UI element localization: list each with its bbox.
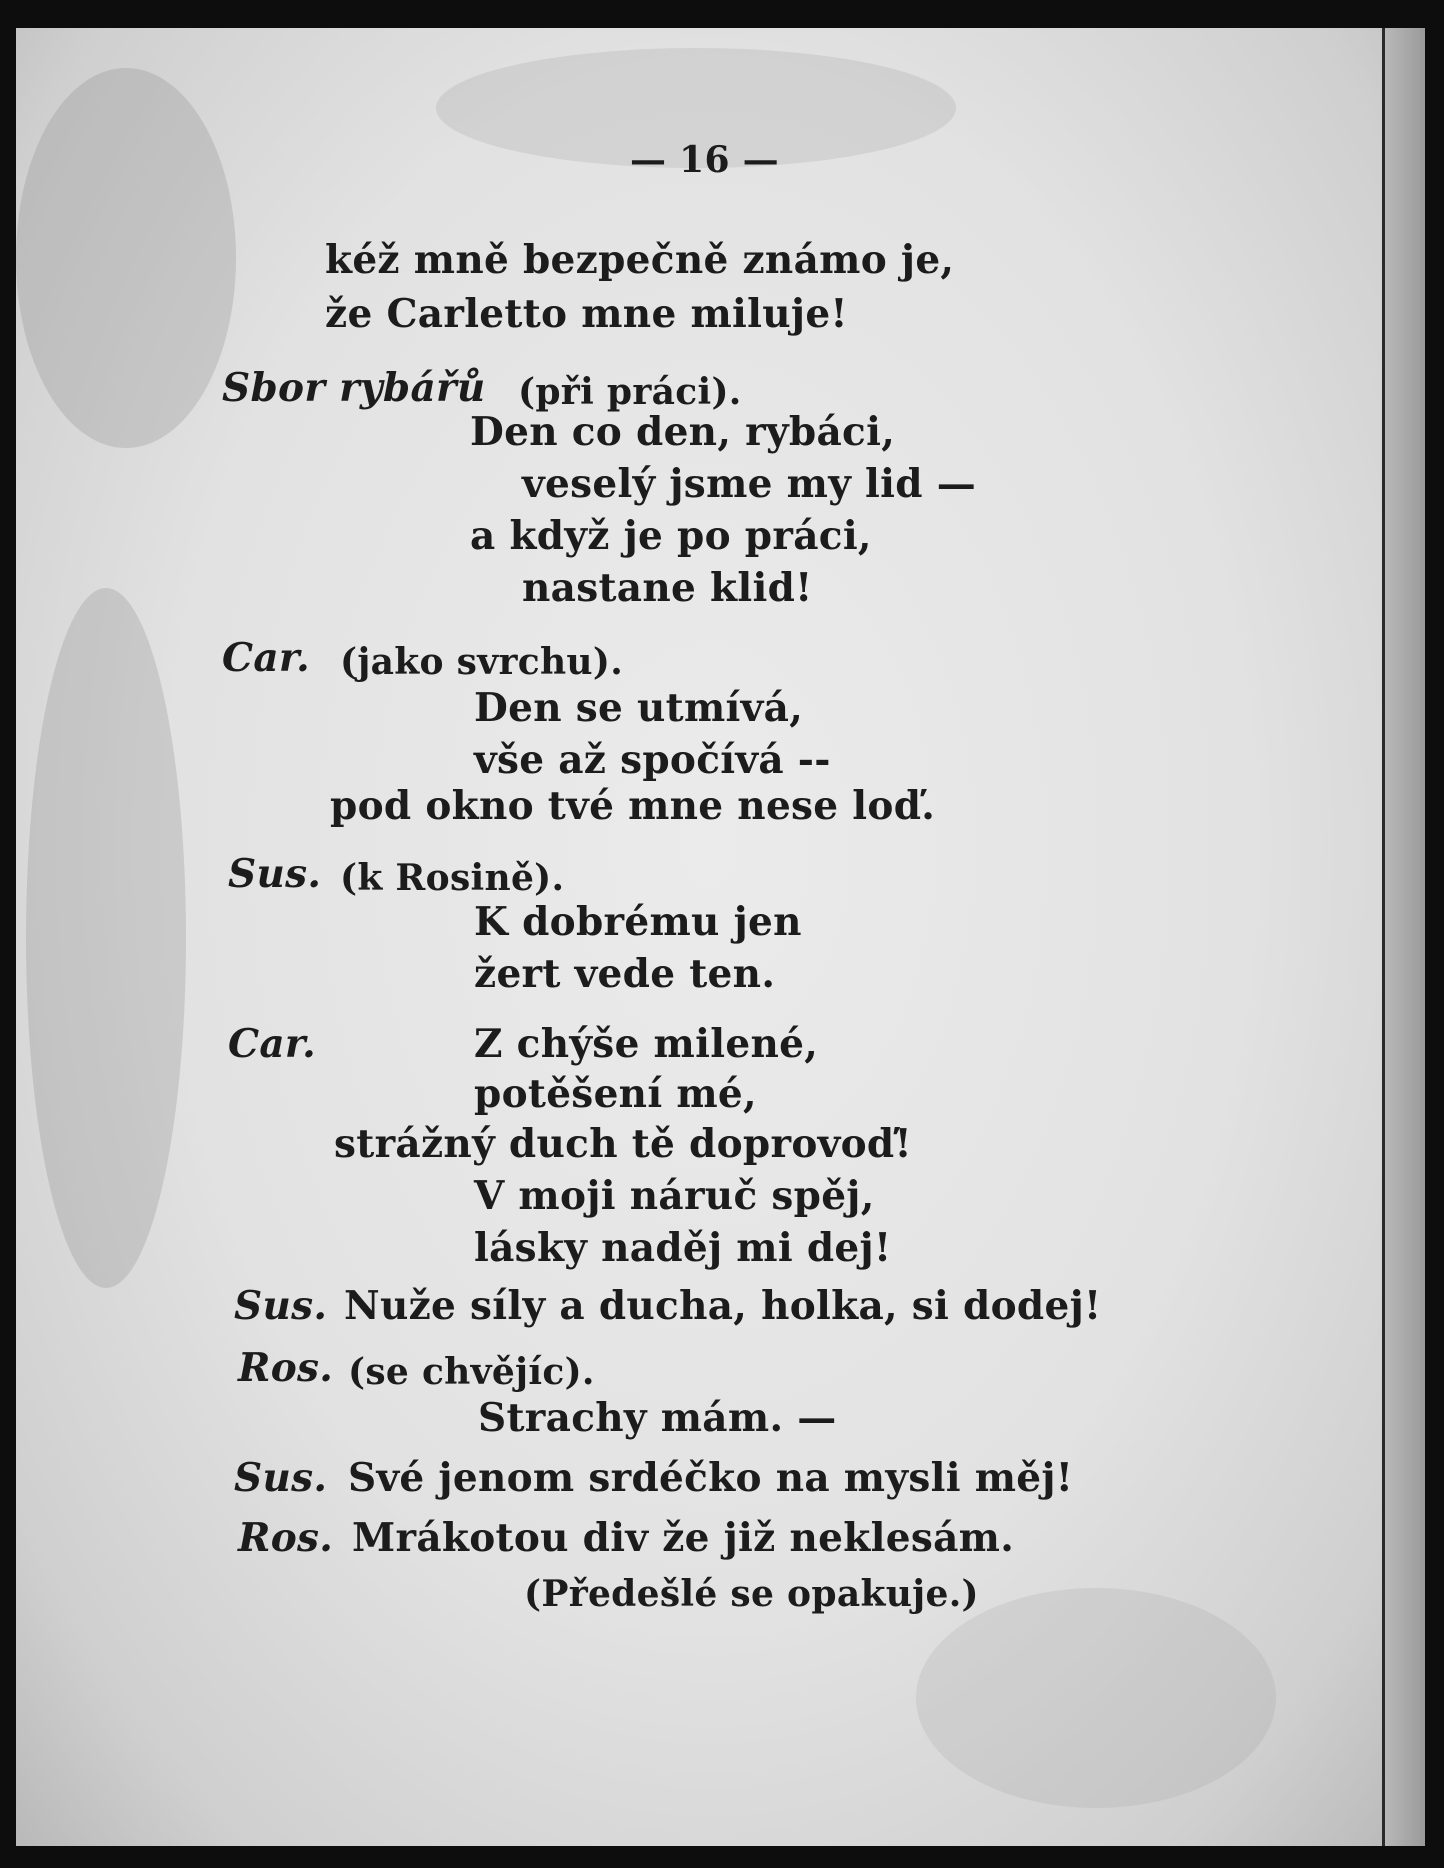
- speaker-name: Ros.: [238, 1345, 334, 1391]
- paper-stain: [16, 68, 236, 448]
- stage-direction: (jako svrchu).: [340, 641, 624, 683]
- speaker-name: Sus.: [234, 1455, 328, 1501]
- paper-stain: [26, 588, 186, 1288]
- stage-direction: (se chvějíc).: [348, 1351, 595, 1393]
- closing-stage-direction: (Předešlé se opakuje.): [524, 1573, 979, 1615]
- speaker-name: Sus.: [234, 1283, 328, 1329]
- page-number: — 16 —: [630, 139, 779, 181]
- speaker-name: Sbor rybářů: [222, 365, 486, 411]
- verse-line: V moji náruč spěj,: [474, 1173, 875, 1219]
- verse-line: nastane klid!: [522, 565, 813, 611]
- adjacent-page-strip: [1385, 28, 1425, 1846]
- verse-line: strážný duch tě doprovoď!: [334, 1121, 912, 1167]
- speaker-name: Car.: [222, 635, 311, 681]
- verse-line: lásky naděj mi dej!: [474, 1225, 892, 1271]
- verse-line: Mrákotou div že již neklesám.: [352, 1515, 1015, 1561]
- paper-stain: [916, 1588, 1276, 1808]
- verse-line: Den se utmívá,: [474, 685, 804, 731]
- verse-line: Své jenom srdéčko na mysli měj!: [348, 1455, 1074, 1501]
- verse-line: pod okno tvé mne nese loď.: [330, 783, 936, 829]
- verse-line: veselý jsme my lid —: [522, 461, 977, 507]
- verse-line: Z chýše milené,: [474, 1021, 819, 1067]
- verse-line: že Carletto mne miluje!: [325, 291, 848, 337]
- stage-direction: (při práci).: [518, 371, 742, 413]
- verse-line: vše až spočívá --: [474, 737, 831, 783]
- verse-line: Strachy mám. —: [478, 1395, 837, 1441]
- verse-line: a když je po práci,: [470, 513, 872, 559]
- speaker-name: Car.: [228, 1021, 317, 1067]
- speaker-name: Sus.: [228, 851, 322, 897]
- speaker-name: Ros.: [238, 1515, 334, 1561]
- verse-line: potěšení mé,: [474, 1071, 757, 1117]
- verse-line: Den co den, rybáci,: [470, 409, 896, 455]
- verse-line: K dobrému jen: [474, 899, 802, 945]
- verse-line: Nuže síly a ducha, holka, si dodej!: [344, 1283, 1102, 1329]
- stage-direction: (k Rosině).: [340, 857, 565, 899]
- verse-line: žert vede ten.: [474, 951, 776, 997]
- verse-line: kéž mně bezpečně známo je,: [325, 237, 955, 283]
